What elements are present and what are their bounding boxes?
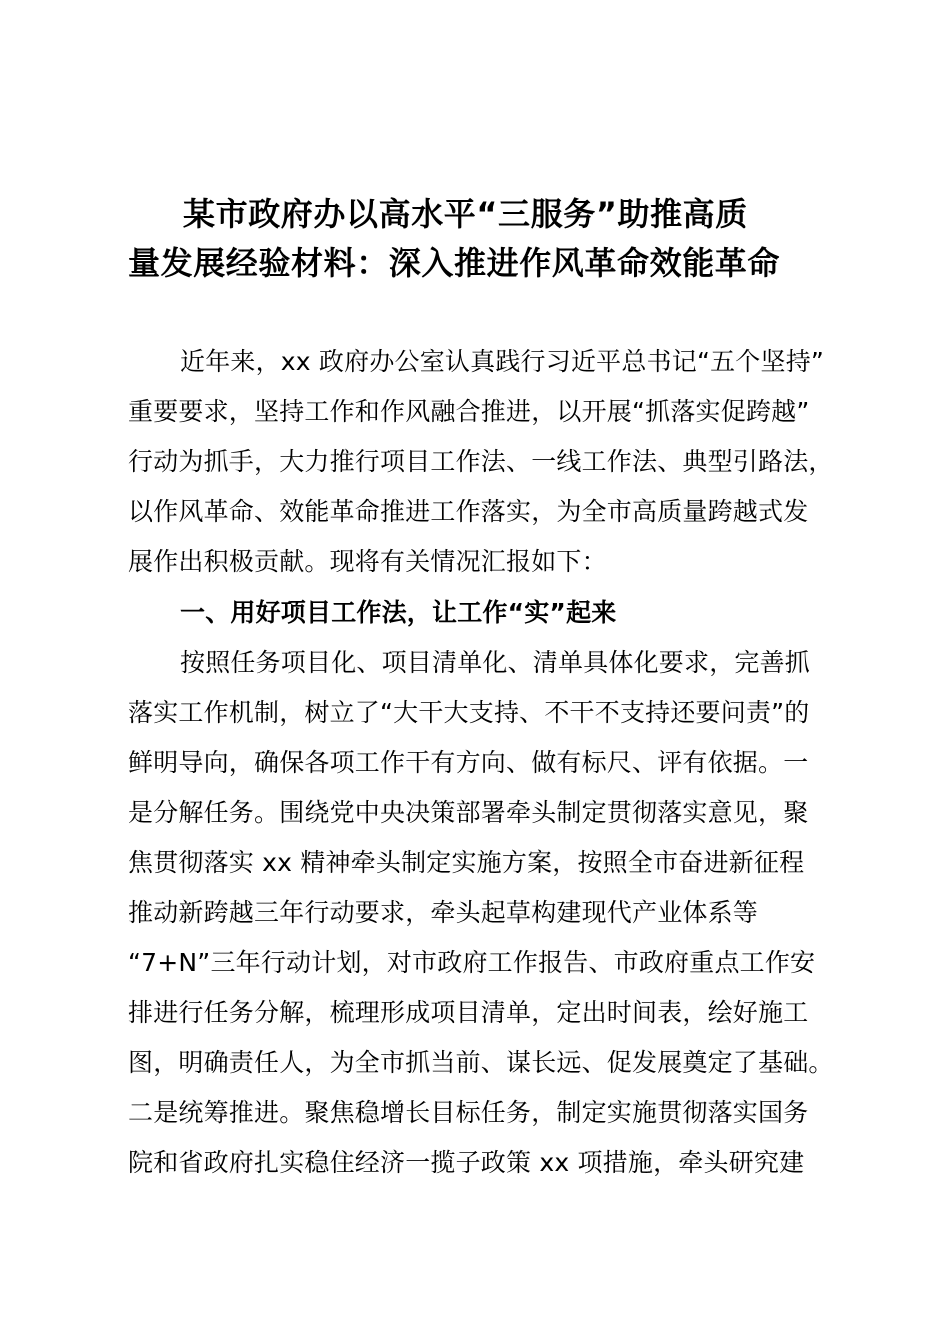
- intro-paragraph-line: 行动为抓手，大力推行项目工作法、一线工作法、典型引路法，: [128, 447, 834, 476]
- intro-paragraph-line: 以作风革命、效能革命推进工作落实，为全市高质量跨越式发: [128, 497, 809, 526]
- intro-paragraph-line: 展作出积极贡献。现将有关情况汇报如下：: [128, 547, 607, 576]
- section-paragraph-line: 落实工作机制，树立了“大干大支持、不干不支持还要问责”的: [128, 698, 810, 727]
- document-title-line-1: 某市政府办以高水平“三服务”助推高质: [183, 195, 748, 233]
- section-paragraph-line: 二是统筹推进。聚焦稳增长目标任务，制定实施贯彻落实国务: [128, 1098, 809, 1127]
- intro-paragraph-line: 重要要求，坚持工作和作风融合推进，以开展“抓落实促跨越”: [128, 397, 810, 426]
- section-paragraph-line: 排进行任务分解，梳理形成项目清单，定出时间表，绘好施工: [128, 998, 809, 1027]
- section-paragraph-line: 院和省政府扎实稳住经济一揽子政策 xx 项措施，牵头研究建: [128, 1148, 805, 1177]
- intro-paragraph-line: 近年来，xx 政府办公室认真践行习近平总书记“五个坚持”: [180, 347, 825, 376]
- section-heading-1: 一、用好项目工作法，让工作“实”起来: [180, 598, 617, 627]
- section-paragraph-line: 按照任务项目化、项目清单化、清单具体化要求，完善抓: [180, 648, 811, 677]
- section-paragraph-line: 鲜明导向，确保各项工作干有方向、做有标尺、评有依据。一: [128, 748, 809, 777]
- section-paragraph-line: “7+N”三年行动计划，对市政府工作报告、市政府重点工作安: [128, 948, 816, 977]
- document-title-line-2: 量发展经验材料：深入推进作风革命效能革命: [128, 244, 781, 282]
- section-paragraph-line: 焦贯彻落实 xx 精神牵头制定实施方案，按照全市奋进新征程: [128, 848, 805, 877]
- section-paragraph-line: 是分解任务。围绕党中央决策部署牵头制定贯彻落实意见，聚: [128, 798, 809, 827]
- section-paragraph-line: 图，明确责任人，为全市抓当前、谋长远、促发展奠定了基础。: [128, 1048, 834, 1077]
- section-paragraph-line: 推动新跨越三年行动要求，牵头起草构建现代产业体系等: [128, 898, 759, 927]
